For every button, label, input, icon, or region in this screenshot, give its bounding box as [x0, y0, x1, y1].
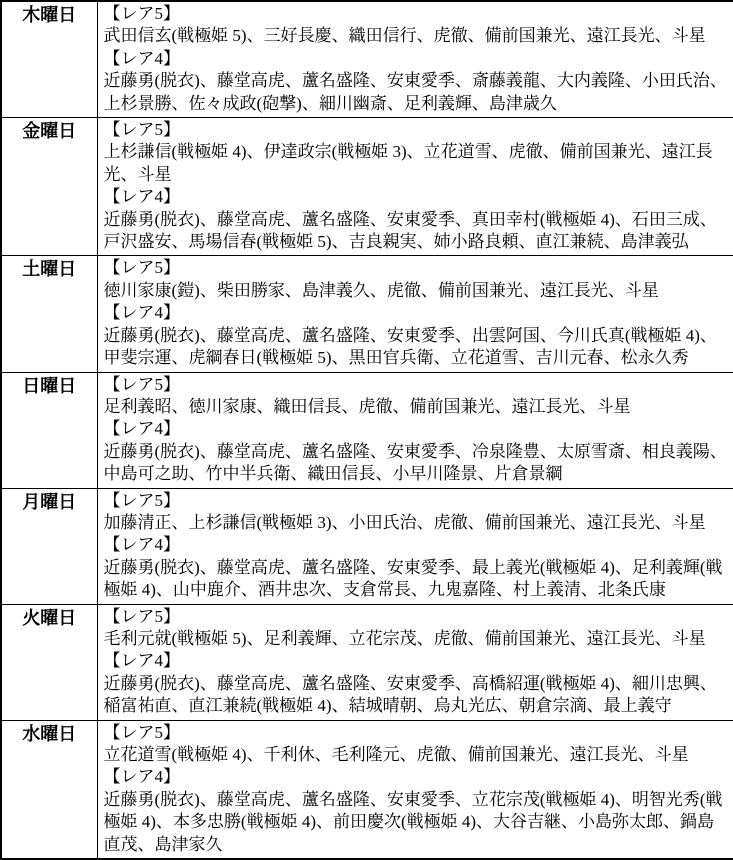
- rare4-names: 近藤勇(脱衣)、藤堂高虎、蘆名盛隆、安東愛季、真田幸村(戦極姫 4)、石田三成、戸沢盛安、馬場信春(戦極姫 5)、吉良親実、姉小路良頼、直江兼続、島津義弘: [103, 209, 717, 252]
- rare4-names: 近藤勇(脱衣)、藤堂高虎、蘆名盛隆、安東愛季、高橋紹運(戦極姫 4)、細川忠興、稲富祐直、直江兼続(戦極姫 4)、結城晴朝、烏丸光広、朝倉宗滴、最上義守: [103, 673, 717, 716]
- rare5-names: 毛利元就(戦極姫 5)、足利義輝、立花宗茂、虎徹、備前国兼光、遠江長光、斗星: [103, 628, 706, 648]
- rarity-lists-cell: [97, 1, 733, 118]
- rare4-label: 【レア4】: [103, 48, 180, 68]
- day-cell: 日曜日: [1, 372, 97, 488]
- rare5-names: 加藤清正、上杉謙信(戦極姫 3)、小田氏治、虎徹、備前国兼光、遠江長光、斗星: [103, 512, 706, 532]
- rarity-lists-cell: [97, 118, 733, 256]
- rare5-label: 【レア5】: [103, 4, 180, 23]
- rarity-lists-cell: [97, 488, 733, 604]
- day-cell: 木曜日: [1, 1, 97, 118]
- rare5-names: 武田信玄(戦極姫 5)、三好長慶、織田信行、虎徹、備前国兼光、遠江長光、斗星: [103, 26, 706, 46]
- rare4-names: 近藤勇(脱衣)、藤堂高虎、蘆名盛隆、安東愛季、立花宗茂(戦極姫 4)、明智光秀(戦極姫 4)、本多忠勝(戦極姫 4)、前田慶次(戦極姫 4)、大谷吉継、小島弥太郎、鍋島直茂、島津家久: [103, 789, 723, 854]
- rare4-label: 【レア4】: [103, 303, 180, 323]
- day-cell: 月曜日: [1, 488, 97, 604]
- rarity-lists-cell: [97, 720, 733, 859]
- day-cell: 金曜日: [1, 118, 97, 256]
- rare5-label: 【レア5】: [103, 258, 180, 278]
- schedule-row: [1, 720, 733, 859]
- rare4-names: 近藤勇(脱衣)、藤堂高虎、蘆名盛隆、安東愛季、斎藤義龍、大内義隆、小田氏治、上杉景勝、佐々成政(砲撃)、細川幽斎、足利義輝、島津歳久: [103, 71, 727, 113]
- rare5-names: 立花道雪(戦極姫 4)、千利休、毛利隆元、虎徹、備前国兼光、遠江長光、斗星: [103, 745, 689, 764]
- rare5-label: 【レア5】: [103, 374, 180, 394]
- rare5-label: 【レア5】: [103, 606, 180, 626]
- day-cell: 土曜日: [1, 256, 97, 372]
- rare5-label: 【レア5】: [103, 722, 180, 742]
- day-cell: 水曜日: [1, 720, 97, 859]
- rare5-label: 【レア5】: [103, 490, 180, 510]
- rare5-label: 【レア5】: [103, 120, 180, 140]
- schedule-row: [1, 604, 733, 720]
- rare4-names: 近藤勇(脱衣)、藤堂高虎、蘆名盛隆、安東愛季、最上義光(戦極姫 4)、足利義輝(戦極姫 4)、山中鹿介、酒井忠次、支倉常長、九鬼嘉隆、村上義清、北条氏康: [103, 557, 723, 600]
- rare4-label: 【レア4】: [103, 651, 180, 671]
- schedule-row: [1, 256, 733, 372]
- rare4-label: 【レア4】: [103, 419, 180, 439]
- rare5-names: 徳川家康(鎧)、柴田勝家、島津義久、虎徹、備前国兼光、遠江長光、斗星: [103, 280, 659, 300]
- rare5-names: 上杉謙信(戦極姫 4)、伊達政宗(戦極姫 3)、立花道雪、虎徹、備前国兼光、遠江長光、斗星: [103, 142, 713, 184]
- schedule-row: [1, 1, 733, 118]
- day-cell: 火曜日: [1, 604, 97, 720]
- rarity-lists-cell: [97, 372, 733, 488]
- schedule-table-body: [1, 1, 733, 859]
- rare4-label: 【レア4】: [103, 187, 180, 207]
- rare4-label: 【レア4】: [103, 767, 180, 787]
- rare5-names: 足利義昭、徳川家康、織田信長、虎徹、備前国兼光、遠江長光、斗星: [103, 396, 631, 416]
- rarity-lists-cell: [97, 256, 733, 372]
- rare4-names: 近藤勇(脱衣)、藤堂高虎、蘆名盛隆、安東愛季、出雲阿国、今川氏真(戦極姫 4)、甲斐宗運、虎綱春日(戦極姫 5)、黒田官兵衛、立花道雪、吉川元春、松永久秀: [103, 325, 717, 368]
- rarity-lists-cell: [97, 604, 733, 720]
- rare4-label: 【レア4】: [103, 535, 180, 555]
- schedule-row: [1, 372, 733, 488]
- schedule-row: [1, 118, 733, 256]
- rare4-names: 近藤勇(脱衣)、藤堂高虎、蘆名盛隆、安東愛季、冷泉隆豊、太原雪斎、相良義陽、中島可之助、竹中半兵衛、織田信長、小早川隆景、片倉景綱: [103, 441, 727, 484]
- schedule-row: [1, 488, 733, 604]
